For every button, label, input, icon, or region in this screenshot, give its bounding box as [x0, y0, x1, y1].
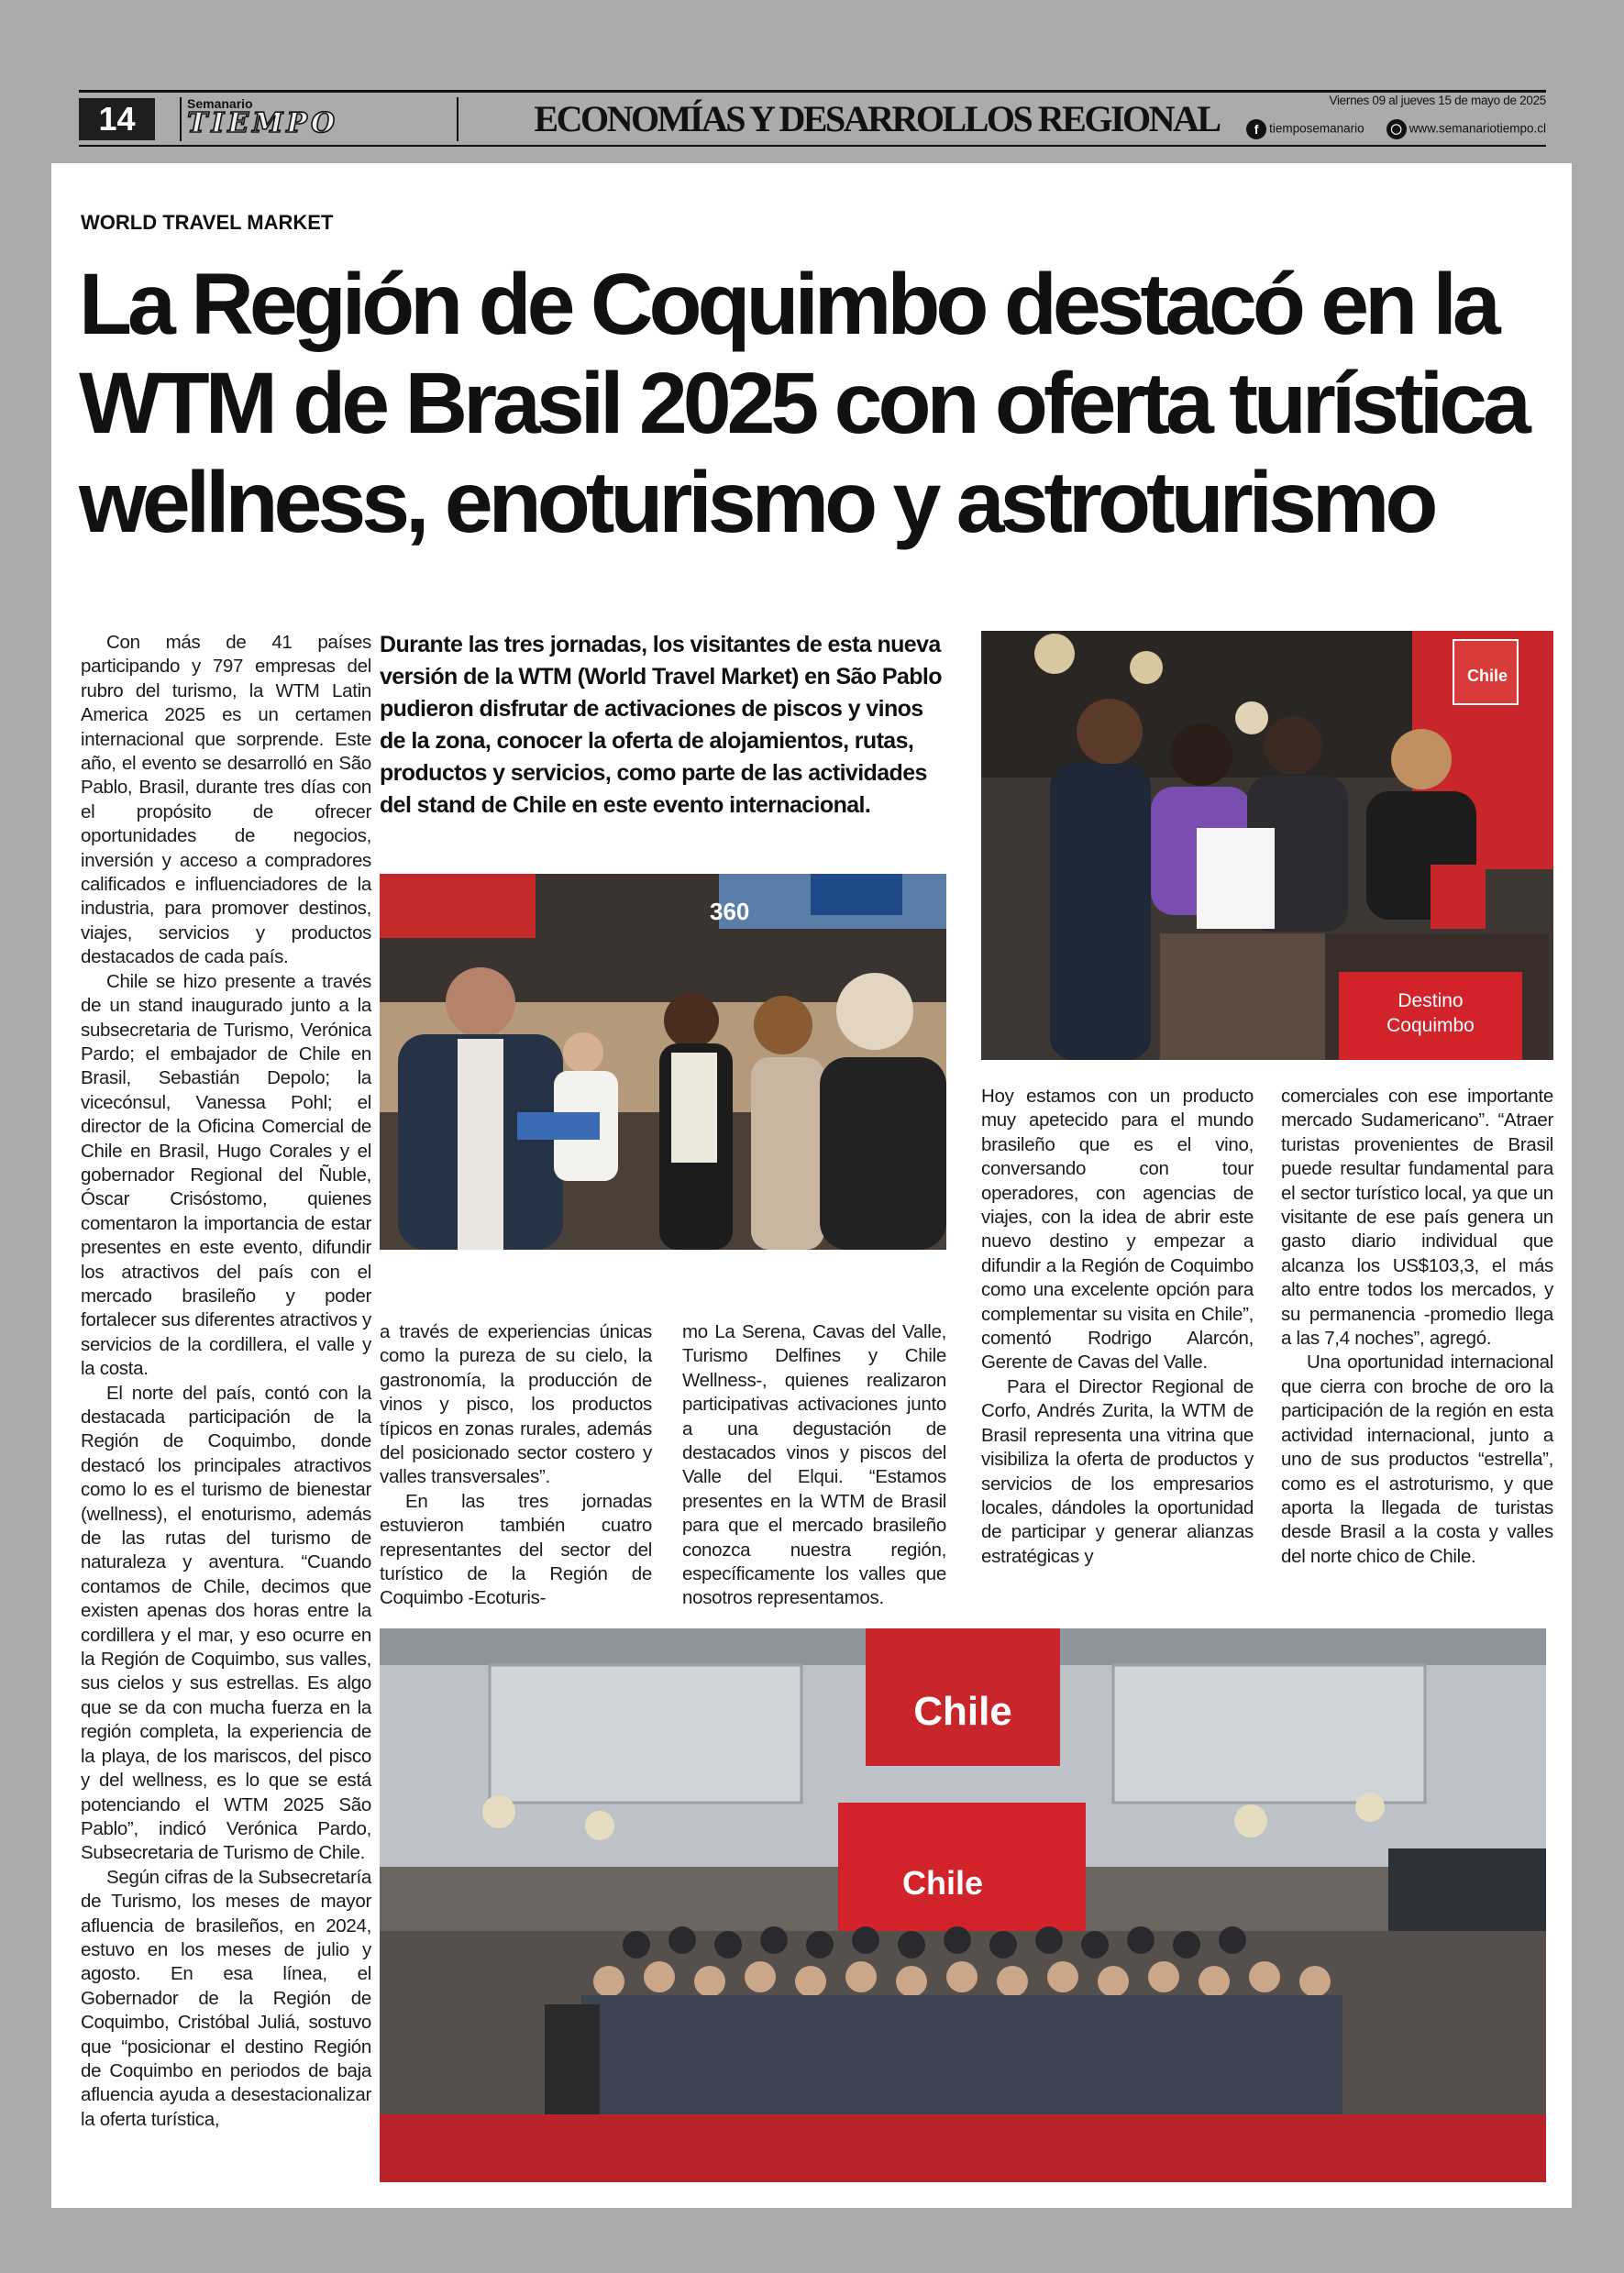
paragraph: Una oportunidad internacional que cierra con broche de oro la participación de la región en esta actividad internacional, junto a uno de sus productos “estrella”, como es el astroturismo, y que aporta la llegada de turistas desde Brasil a la costa y valles del norte chico de Chile. [1281, 1352, 1553, 1567]
paragraph: En las tres jornadas estuvieron también cuatro representantes del sector del turístico de la Región de Coquimbo -Ecoturis- [380, 1490, 652, 1609]
article-column-2 [380, 1320, 652, 1611]
social-links [1246, 119, 1546, 139]
facebook-icon: f [1246, 119, 1266, 139]
issue-dates: Viernes 09 al jueves 15 de mayo de 2025 [1329, 94, 1546, 107]
masthead-small-text: Semanario [187, 96, 253, 111]
globe-icon: ◯ [1386, 119, 1407, 139]
masthead-title: TIEMPO [187, 107, 339, 139]
article-column-1 [81, 631, 371, 2132]
stand-sign-line-1: Destino [1398, 990, 1464, 1011]
paragraph: Para el Director Regional de Corfo, Andrés Zurita, la WTM de Brasil representa una vitrina que visibiliza la oferta de productos y servicios de los empresarios locales, dándoles la oportunidad de participar y generar alianzas estratégicas y [981, 1375, 1254, 1567]
paragraph: Según cifras de la Subsecretaría de Turismo, los meses de mayor afluencia de brasileños, en 2024, estuvo en los meses de julio y agosto. En esa línea, el Gobernador de la Región de Coquimbo, Cristóbal Juliá, sostuvo que “posicionar el destino Región de Coquimbo en periodos de baja afluencia ayuda a desestacionalizar la oferta turística, [81, 1866, 371, 2130]
pavilion-sign-text: 360 [710, 898, 750, 925]
photo-group-chile-pavilion [380, 1628, 1546, 2182]
section-title: ECONOMÍAS Y DESARROLLOS REGIONAL [534, 98, 1220, 139]
paragraph: comerciales con ese importante mercado Sudamericano”. “Atraer turistas provenientes de Brasil puede resultar fundamental para el sector turístico local, ya que un visitante de ese país genera un gasto diario individual que alcanza los US$103,3, el más alto entre todos los mercados, y su permanencia -promedio llega a las 7,4 noches”, agregó. [1281, 1086, 1553, 1350]
pavilion-chile-sign-upper: Chile [913, 1689, 1012, 1734]
header-top-rule [79, 90, 1546, 93]
paragraph: El norte del país, contó con la destacada participación de la Región de Coquimbo, donde destacó los principales atractivos como lo es el turismo de bienestar (wellness), el enoturismo, además de las rutas del turismo de naturaleza y aventura. “Cuando contamos de Chile, decimos que existen apenas dos horas entre la cordillera y el mar, y eso ocurre en la Región de Coquimbo, sus valles, sus cielos y sus estrellas. Es algo que se da con mucha fuerza en la región completa, la experiencia de la playa, de los mariscos, del pisco y del wellness, es lo que se está potenciando el WTM 2025 São Pablo”, indicó Verónica Pardo, Subsecretaria de Turismo de Chile. [81, 1382, 371, 1864]
paragraph: Hoy estamos con un producto muy apetecido para el mundo brasileño que es el vino, conversando con tour operadores, con agencias de viajes, con la idea de abrir este nuevo destino y empezar a difundir a la Región de Coquimbo como una excelente opción para complementar su visita en Chile”, comentó Rodrigo Alarcón, Gerente de Cavas del Valle. [981, 1086, 1254, 1374]
article-column-5 [1281, 1085, 1553, 1569]
page-number: 14 [79, 98, 155, 140]
article-page [51, 163, 1572, 2208]
article-kicker: WORLD TRAVEL MARKET [81, 211, 334, 234]
pavilion-chile-sign-lower: Chile [902, 1864, 984, 1902]
header-bottom-rule [79, 145, 1546, 147]
website-link[interactable]: www.semanariotiempo.cl [1409, 121, 1546, 136]
photo-destino-coquimbo-stand [981, 631, 1553, 1060]
facebook-handle[interactable]: tiemposemanario [1269, 121, 1364, 136]
page-header [79, 90, 1546, 147]
masthead-divider [457, 97, 458, 141]
paragraph: Con más de 41 países participando y 797 empresas del rubro del turismo, la WTM Latin America 2025 es un certamen internacional que sorprende. Este año, el evento se desarrolló en São Pablo, Brasil, durante tres días con el propósito de ofrecer oportunidades de negocios, inversión y acceso a compradores calificados e influenciadores de la industria, para promover destinos, viajes, servicios y productos destacados de cada país. [81, 632, 371, 968]
article-headline: La Región de Coquimbo destacó en la WTM de Brasil 2025 con oferta turística wellness, enoturismo y astroturismo [79, 256, 1527, 551]
paragraph: a través de experiencias únicas como la pureza de su cielo, la gastronomía, la producción de vinos y pisco, los productos típicos en zonas rurales, además del posicionado sector costero y valles transversales”. [380, 1321, 652, 1488]
newspaper-masthead [180, 97, 462, 141]
stand-sign-line-2: Coquimbo [1386, 1015, 1475, 1036]
paragraph: mo La Serena, Cavas del Valle, Turismo Delfines y Chile Wellness-, quienes realizaron participativas activaciones junto a una degustación de destacados vinos y piscos del Valle del Elqui. “Estamos presentes en la WTM de Brasil para que el mercado brasileño conozca nuestra región, específicamente los valles que nosotros representamos. [682, 1321, 946, 1609]
photo-visitors-at-stand [380, 874, 946, 1250]
small-chile-logo-text: Chile [1467, 667, 1508, 685]
paragraph: Chile se hizo presente a través de un stand inaugurado junto a la subsecretaria de Turismo, Verónica Pardo; el embajador de Chile en Brasil, Sebastián Depolo; la vicecónsul, Vanessa Pohl; el director de la Oficina Comercial de Chile en Brasil, Hugo Corales y el gobernador Regional del Ñuble, Óscar Crisóstomo, quienes comentaron la importancia de estar presentes en este evento, difundir los atractivos del país con el mercado brasileño y poder fortalecer sus diferentes atractivos y servicios de la cordillera, el valle y la costa. [81, 970, 371, 1380]
article-lead: Durante las tres jornadas, los visitantes de esta nueva versión de la WTM (World Travel Market) en São Pablo pudieron disfrutar de activaciones de piscos y vinos de la zona, conocer la oferta de alojamientos, rutas, productos y servicios, como parte de las actividades del stand de Chile en este evento internacional. [380, 632, 942, 818]
article-column-3 [682, 1320, 946, 1611]
article-column-4 [981, 1085, 1254, 1569]
